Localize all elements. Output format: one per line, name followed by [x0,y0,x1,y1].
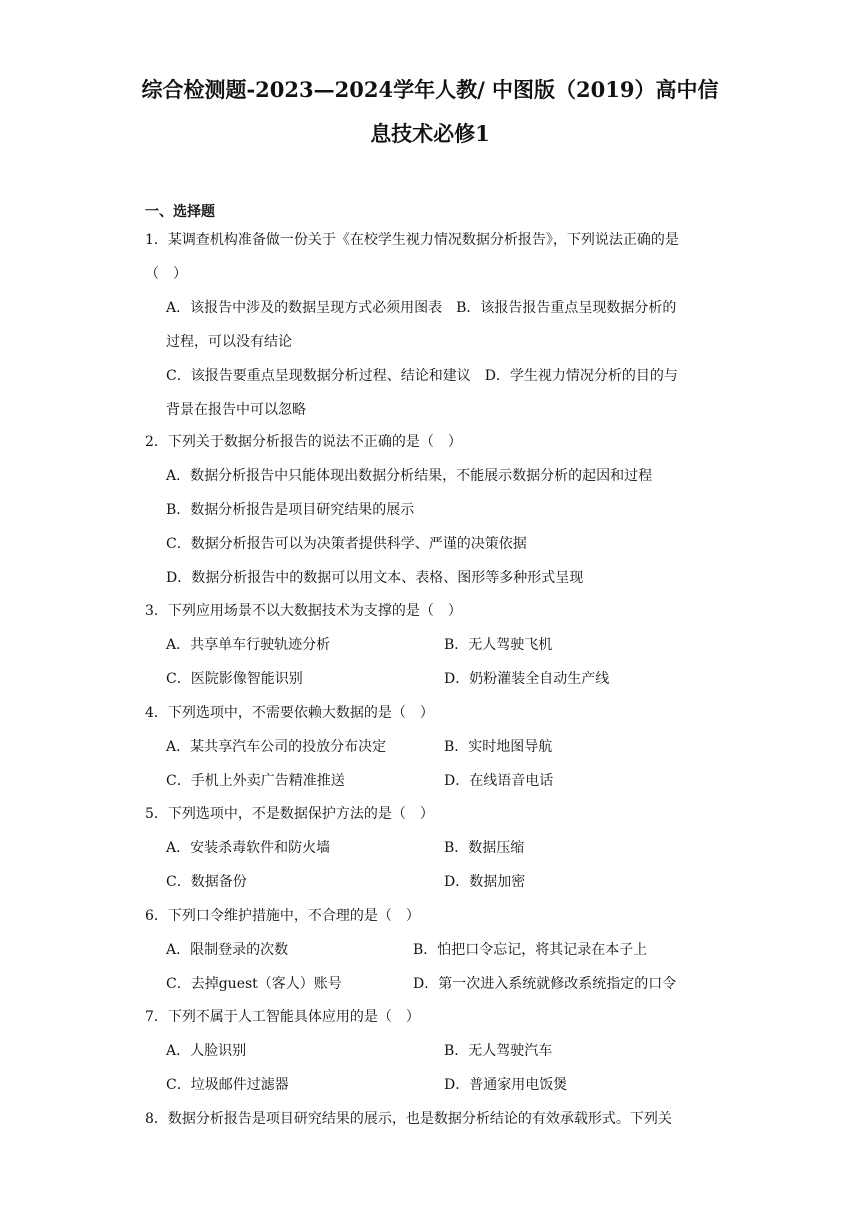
question-5-stem: 5．下列选项中，不是数据保护方法的是（ ） [145,806,434,822]
question-1-stem [145,229,679,285]
question-5-option-a: A．安装杀毒软件和防火墙 [166,840,331,856]
question-4-stem: 4．下列选项中，不需要依赖大数据的是（ ） [145,705,434,721]
question-2-option-b: B．数据分析报告是项目研究结果的展示 [166,502,415,518]
question-7-option-d: D．普通家用电饭煲 [444,1077,568,1093]
question-7-option-a: A．人脸识别 [166,1043,247,1059]
document-title [130,68,730,156]
question-2-option-a: A．数据分析报告中只能体现出数据分析结果，不能展示数据分析的起因和过程 [166,468,653,484]
question-1-option-line-1: A．该报告中涉及的数据呈现方式必须用图表 B．该报告报告重点呈现数据分析的 [166,300,677,316]
question-1-option-line-3: C．该报告要重点呈现数据分析过程、结论和建议 D．学生视力情况分析的目的与 [166,368,678,384]
question-3-stem: 3．下列应用场景不以大数据技术为支撑的是（ ） [145,603,462,619]
question-7-stem: 7．下列不属于人工智能具体应用的是（ ） [145,1009,420,1025]
question-1-option-line-2: 过程，可以没有结论 [166,334,292,350]
question-6-option-c: C．去掉guest（客人）账号 [166,976,342,992]
section-heading: 一、选择题 [145,204,215,220]
question-6-option-d: D．第一次进入系统就修改系统指定的口令 [413,976,677,992]
question-5-option-d: D．数据加密 [444,874,526,890]
question-5-option-c: C．数据备份 [166,874,247,890]
question-4-option-a: A．某共享汽车公司的投放分布决定 [166,739,387,755]
question-3-option-a: A．共享单车行驶轨迹分析 [166,637,331,653]
title-line-1: 综合检测题-2023—2024学年人教/ 中图版（2019）高中信 [141,77,719,102]
question-2-option-c: C．数据分析报告可以为决策者提供科学、严谨的决策依据 [166,536,527,552]
question-4-option-c: C．手机上外卖广告精准推送 [166,773,345,789]
title-line-2: 息技术必修1 [370,121,490,146]
question-7-option-b: B．无人驾驶汽车 [444,1043,553,1059]
question-6-stem: 6．下列口令维护措施中，不合理的是（ ） [145,908,420,924]
question-3-option-b: B．无人驾驶飞机 [444,637,553,653]
question-1-options [166,297,678,421]
question-1-option-line-4: 背景在报告中可以忽略 [166,402,306,418]
question-8-stem: 8．数据分析报告是项目研究结果的展示，也是数据分析结论的有效承载形式。下列关 [145,1111,672,1127]
question-5-option-b: B．数据压缩 [444,840,525,856]
question-1-stem-line-1: 1．某调查机构准备做一份关于《在校学生视力情况数据分析报告》，下列说法正确的是 [145,232,679,248]
question-3-option-d: D．奶粉灌装全自动生产线 [444,671,610,687]
question-2-option-d: D．数据分析报告中的数据可以用文本、表格、图形等多种形式呈现 [166,570,584,586]
question-6-option-b: B．怕把口令忘记，将其记录在本子上 [413,942,648,958]
question-4-option-d: D．在线语音电话 [444,773,554,789]
question-3-option-c: C．医院影像智能识别 [166,671,303,687]
question-7-option-c: C．垃圾邮件过滤器 [166,1077,289,1093]
question-2-stem: 2．下列关于数据分析报告的说法不正确的是（ ） [145,434,462,450]
question-4-option-b: B．实时地图导航 [444,739,553,755]
question-6-option-a: A．限制登录的次数 [166,942,289,958]
question-1-stem-line-2: （ ） [145,266,187,282]
